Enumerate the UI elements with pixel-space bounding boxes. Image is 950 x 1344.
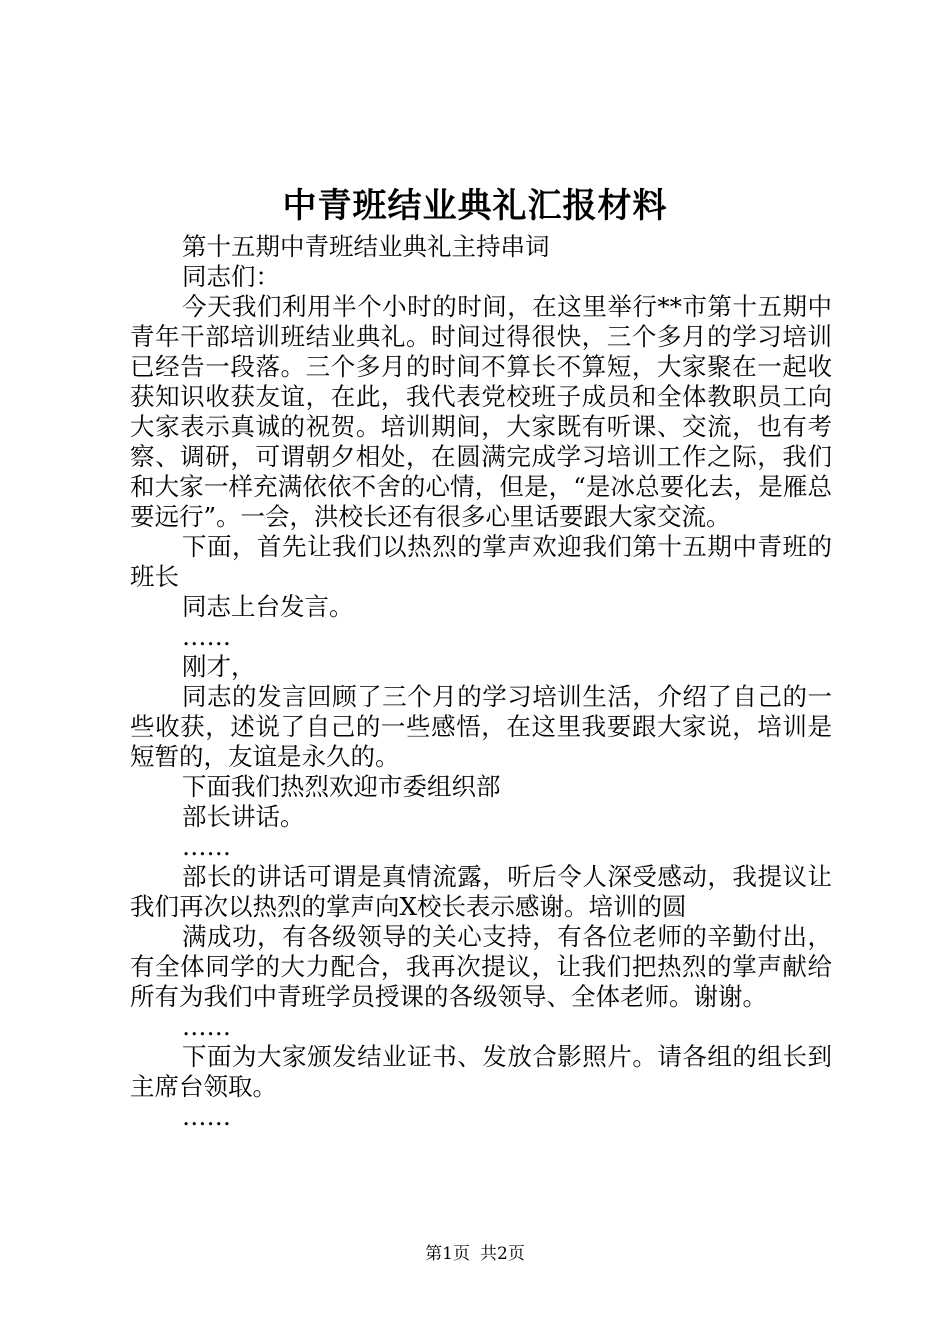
document-body bbox=[130, 232, 832, 1132]
paragraph-subtitle: 第十五期中青班结业典礼主持串词 bbox=[182, 232, 550, 261]
paragraph-thanks: 部长的讲话可谓是真情流露，听后令人深受感动，我提议让我们再次以热烈的掌声向X校长表示感谢。培训的圆 bbox=[130, 862, 832, 921]
paragraph-minister-speech: 部长讲话。 bbox=[182, 802, 305, 831]
paragraph-class-leader-intro: 下面，首先让我们以热烈的掌声欢迎我们第十五期中青班的班长 bbox=[130, 532, 832, 591]
page-footer bbox=[0, 1242, 950, 1266]
paragraph-class-leader-speech: 同志上台发言。 bbox=[182, 592, 354, 621]
paragraph-salutation: 同志们： bbox=[182, 262, 280, 291]
page-number: 第1页 bbox=[425, 1244, 470, 1264]
paragraph-review: 同志的发言回顾了三个月的学习培训生活，介绍了自己的一些收获，述说了自己的一些感悟，在这里我要跟大家说，培训是短暂的，友谊是永久的。 bbox=[130, 682, 832, 771]
paragraph-welcome-minister: 下面我们热烈欢迎市委组织部 bbox=[182, 772, 501, 801]
ellipsis-marker: …… bbox=[182, 832, 231, 861]
paragraph-certificates: 下面为大家颁发结业证书、发放合影照片。请各组的组长到主席台领取。 bbox=[130, 1042, 832, 1101]
ellipsis-marker: …… bbox=[182, 622, 231, 651]
ellipsis-marker: …… bbox=[182, 1012, 231, 1041]
ellipsis-marker: …… bbox=[182, 1102, 231, 1131]
paragraph-just-now: 刚才， bbox=[182, 652, 256, 681]
paragraph-success: 满成功，有各级领导的关心支持，有各位老师的辛勤付出，有全体同学的大力配合，我再次提议，让我们把热烈的掌声献给所有为我们中青班学员授课的各级领导、全体老师。谢谢。 bbox=[130, 922, 832, 1011]
paragraph-opening: 今天我们利用半个小时的时间，在这里举行**市第十五期中青年干部培训班结业典礼。时间过得很快，三个多月的学习培训已经告一段落。三个多月的时间不算长不算短，大家聚在一起收获知识收获友谊，在此，我代表党校班子成员和全体教职员工向大家表示真诚的祝贺。培训期间，大家既有听课、交流，也有考察、调研，可谓朝夕相处，在圆满完成学习培训工作之际，我们和大家一样充满依依不舍的心情，但是，“是冰总要化去，是雁总要远行”。一会，洪校长还有很多心里话要跟大家交流。 bbox=[130, 292, 832, 531]
document-title: 中青班结业典礼汇报材料 bbox=[282, 186, 668, 226]
page-total: 共2页 bbox=[480, 1244, 525, 1264]
